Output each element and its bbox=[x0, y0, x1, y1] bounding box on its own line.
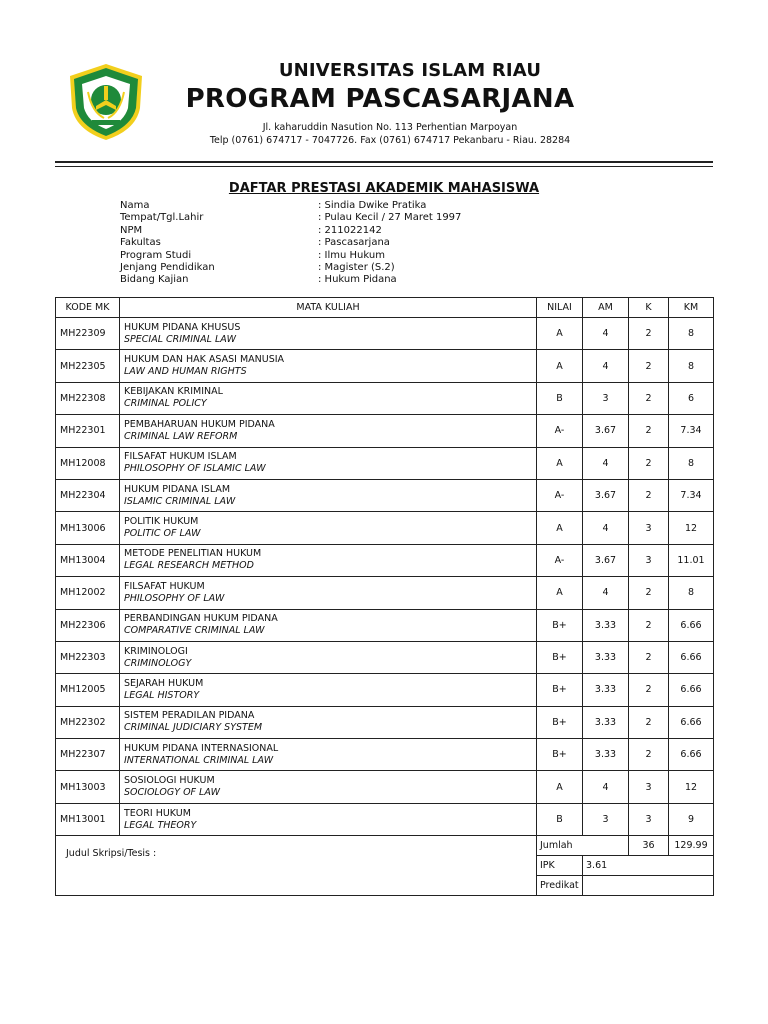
table-header-row bbox=[56, 298, 714, 318]
info-row-ttl: Tempat/Tgl.Lahir : Pulau Kecil / 27 Maret 1997 bbox=[120, 212, 462, 224]
info-row-fakultas: Fakultas : Pascasarjana bbox=[120, 237, 390, 249]
table-row: MH12008 FILSAFAT HUKUM ISLAM PHILOSOPHY OF ISLAMIC LAW A 4 2 8 bbox=[56, 447, 714, 479]
col-header-k: K bbox=[629, 298, 669, 318]
table-row: MH22308 KEBIJAKAN KRIMINAL CRIMINAL POLICY B 3 2 6 bbox=[56, 382, 714, 414]
info-row-prodi: Program Studi : Ilmu Hukum bbox=[120, 249, 385, 261]
table-row: MH13003 SOSIOLOGI HUKUM SOCIOLOGY OF LAW A 4 3 12 bbox=[56, 771, 714, 803]
header-divider-thick bbox=[55, 161, 713, 163]
university-name: UNIVERSITAS ISLAM RIAU bbox=[278, 60, 542, 81]
info-row-bidang: Bidang Kajian : Hukum Pidana bbox=[120, 274, 397, 286]
predikat-value bbox=[583, 876, 714, 896]
table-row: MH22305 HUKUM DAN HAK ASASI MANUSIA LAW AND HUMAN RIGHTS A 4 2 8 bbox=[56, 350, 714, 382]
predikat-label: Predikat bbox=[537, 876, 583, 896]
table-row: MH13001 TEORI HUKUM LEGAL THEORY B 3 3 9 bbox=[56, 803, 714, 835]
table-row: MH12005 SEJARAH HUKUM LEGAL HISTORY B+ 3.33 2 6.66 bbox=[56, 674, 714, 706]
program-name: PROGRAM PASCASARJANA bbox=[185, 84, 575, 114]
table-row: MH22307 HUKUM PIDANA INTERNASIONAL INTERNATIONAL CRIMINAL LAW B+ 3.33 2 6.66 bbox=[56, 739, 714, 771]
table-row: MH13004 METODE PENELITIAN HUKUM LEGAL RESEARCH METHOD A- 3.67 3 11.01 bbox=[56, 544, 714, 576]
col-header-am: AM bbox=[583, 298, 629, 318]
jumlah-k: 36 bbox=[629, 836, 669, 856]
table-row: MH22302 SISTEM PERADILAN PIDANA CRIMINAL JUDICIARY SYSTEM B+ 3.33 2 6.66 bbox=[56, 706, 714, 738]
grades-table bbox=[55, 297, 714, 896]
table-row: MH22303 KRIMINOLOGI CRIMINOLOGY B+ 3.33 2 6.66 bbox=[56, 641, 714, 673]
ipk-label: IPK bbox=[537, 856, 583, 876]
info-row-jenjang: Jenjang Pendidikan : Magister (S.2) bbox=[120, 261, 395, 273]
thesis-title-cell: Judul Skripsi/Tesis : bbox=[56, 836, 537, 896]
header-divider-thin bbox=[55, 166, 713, 167]
contact-line: Telp (0761) 674717 - 7047726. Fax (0761) 674717 Pekanbaru - Riau. 28284 bbox=[209, 135, 571, 146]
col-header-mata-kuliah: MATA KULIAH bbox=[120, 298, 537, 318]
jumlah-km: 129.99 bbox=[669, 836, 714, 856]
jumlah-label: Jumlah bbox=[537, 836, 629, 856]
col-header-km: KM bbox=[669, 298, 714, 318]
summary-row-jumlah bbox=[56, 836, 714, 856]
table-row: MH22304 HUKUM PIDANA ISLAM ISLAMIC CRIMINAL LAW A- 3.67 2 7.34 bbox=[56, 479, 714, 511]
table-row: MH12002 FILSAFAT HUKUM PHILOSOPHY OF LAW A 4 2 8 bbox=[56, 577, 714, 609]
table-row: MH22309 HUKUM PIDANA KHUSUS SPECIAL CRIMINAL LAW A 4 2 8 bbox=[56, 318, 714, 350]
document-title: DAFTAR PRESTASI AKADEMIK MAHASISWA bbox=[228, 181, 540, 196]
ipk-value: 3.61 bbox=[583, 856, 714, 876]
info-row-nama: Nama : Sindia Dwike Pratika bbox=[120, 200, 427, 211]
address-line: Jl. kaharuddin Nasution No. 113 Perhentian Marpoyan bbox=[262, 122, 518, 133]
table-row: MH22301 PEMBAHARUAN HUKUM PIDANA CRIMINAL LAW REFORM A- 3.67 2 7.34 bbox=[56, 415, 714, 447]
col-header-kode: KODE MK bbox=[56, 298, 120, 318]
col-header-nilai: NILAI bbox=[537, 298, 583, 318]
table-row: MH22306 PERBANDINGAN HUKUM PIDANA COMPARATIVE CRIMINAL LAW B+ 3.33 2 6.66 bbox=[56, 609, 714, 641]
table-row: MH13006 POLITIK HUKUM POLITIC OF LAW A 4 3 12 bbox=[56, 512, 714, 544]
info-row-npm: NPM : 211022142 bbox=[120, 224, 382, 236]
university-logo bbox=[66, 62, 146, 142]
student-info bbox=[120, 200, 461, 287]
